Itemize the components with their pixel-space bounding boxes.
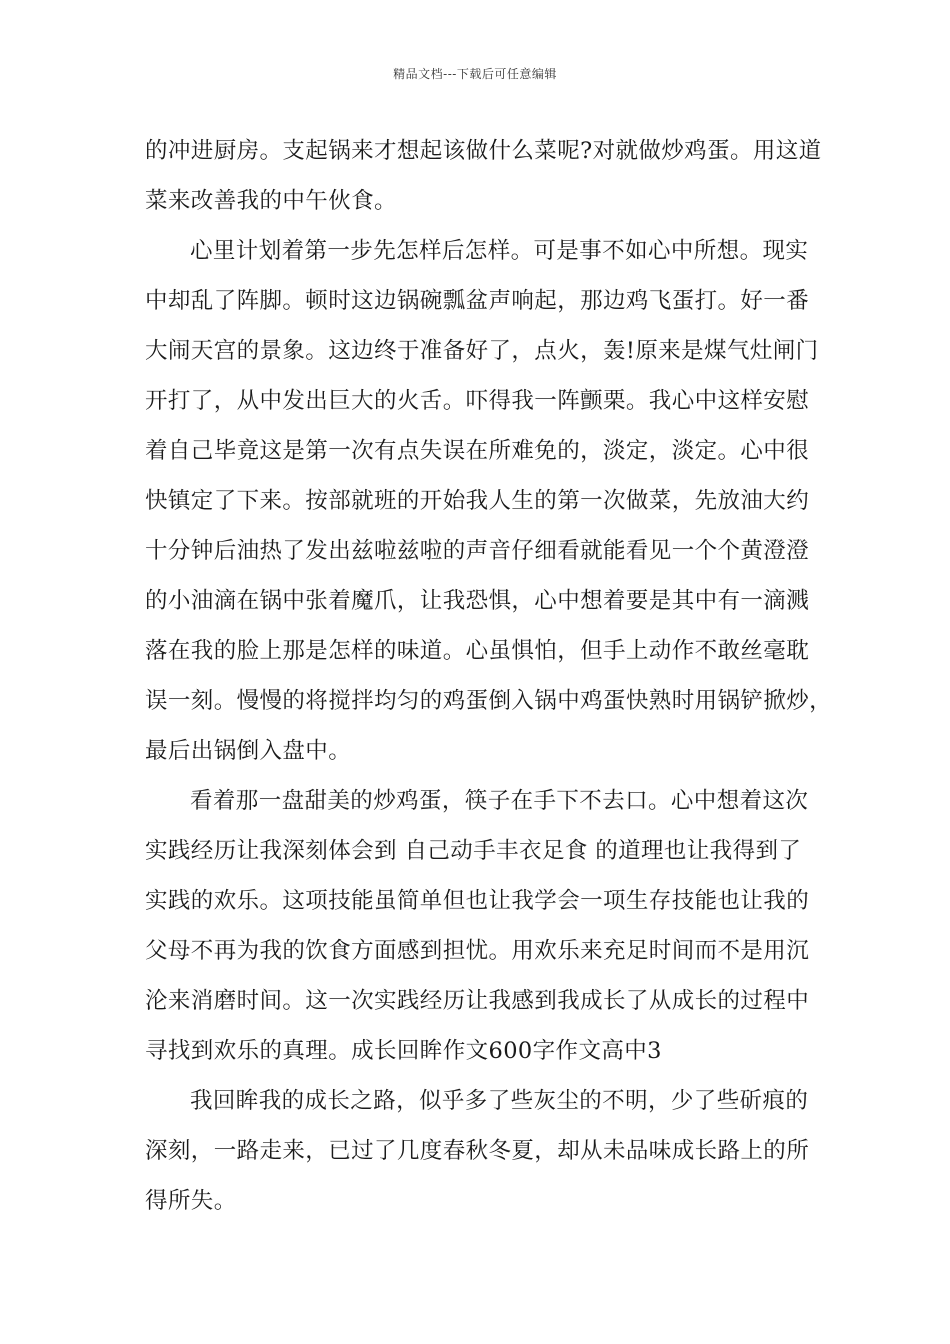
- text-line: 看着那一盘甜美的炒鸡蛋，筷子在手下不去口。心中想着这次: [190, 788, 809, 814]
- text-line: 误一刻。慢慢的将搅拌均匀的鸡蛋倒入锅中鸡蛋快熟时用锅铲掀炒，: [145, 688, 833, 714]
- paragraph-4: [145, 1076, 825, 1226]
- text-line: 得所失。: [145, 1188, 237, 1214]
- text-line: 的小油滴在锅中张着魔爪，让我恐惧，心中想着要是其中有一滴溅: [145, 588, 810, 614]
- text-line: 落在我的脸上那是怎样的味道。心虽惧怕，但手上动作不敢丝毫耽: [145, 638, 810, 664]
- text-line: 深刻，一路走来，已过了几度春秋冬夏，却从未品味成长路上的所: [145, 1138, 810, 1164]
- text-line: 菜来改善我的中午伙食。: [145, 188, 397, 214]
- text-line: 开打了，从中发出巨大的火舌。吓得我一阵颤栗。我心中这样安慰: [145, 388, 810, 414]
- text-line: 十分钟后油热了发出兹啦兹啦的声音仔细看就能看见一个个黄澄澄: [145, 538, 810, 564]
- text-line: 快镇定了下来。按部就班的开始我人生的第一次做菜，先放油大约: [145, 488, 810, 514]
- text-line: 最后出锅倒入盘中。: [145, 738, 352, 764]
- text-line: 中却乱了阵脚。顿时这边锅碗瓢盆声响起，那边鸡飞蛋打。好一番: [145, 288, 810, 314]
- document-body: [145, 126, 833, 1226]
- text-line: 实践经历让我深刻体会到 自己动手丰衣足食 的道理也让我得到了: [145, 838, 802, 864]
- text-line: 着自己毕竟这是第一次有点失误在所难免的，淡定，淡定。心中很: [145, 438, 810, 464]
- paragraph-1: [145, 126, 825, 226]
- page-header: [0, 66, 950, 82]
- header-text: 精品文档---下载后可任意编辑: [393, 67, 557, 81]
- text-line: 沦来消磨时间。这一次实践经历让我感到我成长了从成长的过程中: [145, 988, 810, 1014]
- text-line: 心里计划着第一步先怎样后怎样。可是事不如心中所想。现实: [190, 238, 809, 264]
- text-line: 实践的欢乐。这项技能虽简单但也让我学会一项生存技能也让我的: [145, 888, 810, 914]
- paragraph-3: [145, 776, 825, 1076]
- text-line: 大闹天宫的景象。这边终于准备好了，点火，轰!原来是煤气灶闸门: [145, 338, 819, 364]
- text-line: 父母不再为我的饮食方面感到担忧。用欢乐来充足时间而不是用沉: [145, 938, 810, 964]
- text-line: 寻找到欢乐的真理。成长回眸作文600字作文高中3: [145, 1038, 662, 1064]
- paragraph-2: [145, 226, 833, 776]
- text-line: 我回眸我的成长之路，似乎多了些灰尘的不明，少了些斫痕的: [190, 1088, 809, 1114]
- text-line: 的冲进厨房。支起锅来才想起该做什么菜呢?对就做炒鸡蛋。用这道: [145, 138, 822, 164]
